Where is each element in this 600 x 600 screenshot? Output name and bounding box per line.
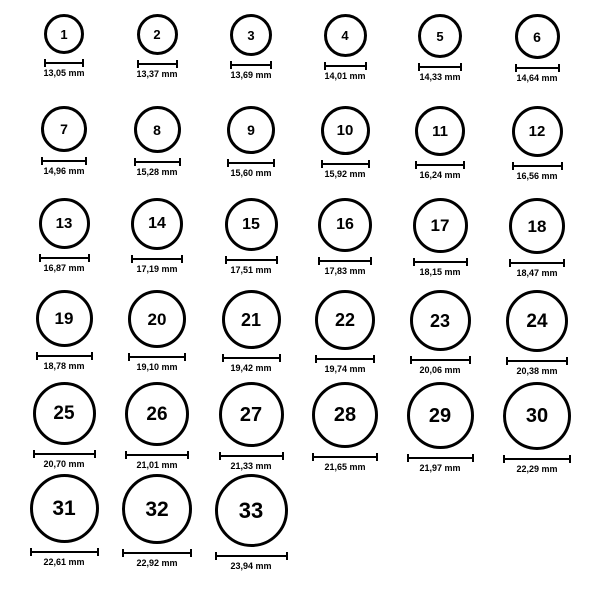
ring-size-label: 32 [145,497,169,521]
ring-circle [222,290,281,349]
ring-diameter-label: 18,15 mm [419,267,461,277]
ring-diameter-label: 21,33 mm [230,461,272,471]
diameter-caliper-icon [137,60,178,68]
ring-diameter-label: 17,83 mm [324,266,366,276]
ring-size-item [215,474,288,571]
diameter-caliper-icon [36,352,93,360]
ring-circle [506,290,568,352]
ring-size-item [413,198,468,277]
ring-size-label: 25 [53,403,75,424]
diameter-caliper-icon [215,552,288,560]
ring-diameter-label: 14,96 mm [43,166,85,176]
ring-size-item [418,14,462,82]
ring-size-item [128,290,186,372]
ring-circle [125,382,189,446]
diameter-caliper-icon [134,158,181,166]
diameter-caliper-icon [418,63,462,71]
diameter-caliper-icon [415,161,465,169]
ring-diameter-label: 14,33 mm [419,72,461,82]
ring-diameter-label: 15,60 mm [230,168,272,178]
diameter-caliper-icon [44,59,84,67]
ring-size-item [410,290,471,375]
ring-circle [33,382,96,445]
ring-diameter-label: 13,05 mm [43,68,85,78]
ring-circle [413,198,468,253]
ring-diameter-label: 22,92 mm [136,558,178,568]
ring-size-item [415,106,465,180]
ring-diameter-label: 18,78 mm [43,361,85,371]
ring-circle [122,474,192,544]
ring-diameter-label: 15,28 mm [136,167,178,177]
ring-size-label: 24 [526,310,548,332]
diameter-caliper-icon [312,453,378,461]
ring-size-item [324,14,367,81]
ring-size-label: 21 [240,309,262,330]
diameter-caliper-icon [225,256,278,264]
ring-size-item [222,290,281,373]
ring-circle [225,198,278,251]
ring-size-item [131,198,183,274]
ring-size-item [134,106,181,177]
ring-circle [407,382,474,449]
diameter-caliper-icon [413,258,468,266]
ring-circle [509,198,565,254]
ring-diameter-label: 19,42 mm [230,363,272,373]
diameter-caliper-icon [41,157,87,165]
ring-diameter-label: 17,19 mm [136,264,178,274]
ring-size-label: 7 [60,121,68,137]
ring-circle [215,474,288,547]
ring-diameter-label: 16,87 mm [43,263,85,273]
ring-size-label: 12 [528,123,546,140]
ring-size-label: 11 [432,122,448,140]
ring-diameter-label: 21,97 mm [419,463,461,473]
ring-size-label: 8 [153,121,161,138]
ring-size-item [515,14,560,83]
ring-diameter-label: 21,65 mm [324,462,366,472]
ring-size-item [321,106,370,179]
ring-size-item [36,290,93,371]
ring-diameter-label: 20,38 mm [516,366,558,376]
ring-size-item [230,14,272,80]
ring-size-item [509,198,565,278]
ring-size-label: 5 [436,28,444,44]
ring-circle [219,382,284,447]
ring-size-item [122,474,192,568]
diameter-caliper-icon [125,451,189,459]
ring-size-item [227,106,275,178]
diameter-caliper-icon [324,62,367,70]
ring-circle [131,198,183,250]
ring-size-label: 20 [147,309,167,329]
ring-circle [418,14,462,58]
ring-diameter-label: 20,70 mm [43,459,85,469]
ring-size-item [512,106,563,181]
diameter-caliper-icon [509,259,565,267]
ring-size-item [225,198,278,275]
ring-size-label: 18 [527,216,547,236]
ring-diameter-label: 23,94 mm [230,561,272,571]
ring-size-label: 17 [430,216,450,235]
ring-size-item [39,198,90,273]
ring-circle [315,290,375,350]
diameter-caliper-icon [506,357,568,365]
ring-size-item [219,382,284,471]
ring-size-label: 9 [247,122,255,138]
ring-circle [44,14,84,54]
ring-circle [324,14,367,57]
ring-circle [41,106,87,152]
diameter-caliper-icon [407,454,474,462]
ring-size-item [137,14,178,79]
ring-size-label: 16 [336,216,354,233]
ring-diameter-label: 19,10 mm [136,362,178,372]
ring-circle [515,14,560,59]
ring-size-item [407,382,474,473]
ring-size-label: 33 [238,497,264,523]
diameter-caliper-icon [410,356,471,364]
ring-size-label: 13 [55,215,73,232]
ring-circle [312,382,378,448]
ring-size-label: 19 [54,309,74,328]
ring-circle [30,474,99,543]
diameter-caliper-icon [318,257,372,265]
ring-diameter-label: 14,64 mm [516,73,558,83]
ring-circle [321,106,370,155]
diameter-caliper-icon [222,354,281,362]
ring-size-label: 2 [153,27,161,42]
ring-circle [36,290,93,347]
ring-diameter-label: 16,24 mm [419,170,461,180]
ring-size-label: 27 [239,403,263,426]
diameter-caliper-icon [230,61,272,69]
ring-size-item [44,14,84,78]
ring-diameter-label: 22,61 mm [43,557,85,567]
ring-size-item [318,198,372,276]
diameter-caliper-icon [39,254,90,262]
ring-circle [134,106,181,153]
ring-circle [128,290,186,348]
ring-circle [503,382,571,450]
ring-size-label: 10 [336,122,354,139]
ring-circle [227,106,275,154]
ring-size-label: 30 [525,405,549,427]
diameter-caliper-icon [321,160,370,168]
ring-size-label: 26 [146,403,168,425]
ring-size-item [312,382,378,472]
ring-circle [230,14,272,56]
ring-size-item [125,382,189,470]
ring-size-label: 31 [52,497,76,520]
ring-diameter-label: 14,01 mm [324,71,366,81]
ring-size-label: 28 [333,404,357,426]
ring-circle [512,106,563,157]
ring-size-item [315,290,375,374]
ring-diameter-label: 17,51 mm [230,265,272,275]
ring-circle [410,290,471,351]
ring-circle [318,198,372,252]
ring-circle [39,198,90,249]
ring-diameter-label: 16,56 mm [516,171,558,181]
diameter-caliper-icon [128,353,186,361]
ring-diameter-label: 18,47 mm [516,268,558,278]
ring-size-label: 1 [60,26,68,42]
diameter-caliper-icon [33,450,96,458]
ring-size-label: 4 [341,28,349,43]
ring-size-label: 6 [533,28,541,45]
diameter-caliper-icon [512,162,563,170]
ring-diameter-label: 13,69 mm [230,70,272,80]
ring-size-item [503,382,571,474]
diameter-caliper-icon [219,452,284,460]
diameter-caliper-icon [131,255,183,263]
ring-size-item [41,106,87,176]
ring-diameter-label: 13,37 mm [136,69,178,79]
diameter-caliper-icon [315,355,375,363]
ring-circle [137,14,178,55]
ring-size-label: 29 [428,404,452,427]
ring-size-label: 22 [334,310,356,330]
diameter-caliper-icon [503,455,571,463]
ring-circle [415,106,465,156]
diameter-caliper-icon [515,64,560,72]
ring-diameter-label: 21,01 mm [136,460,178,470]
ring-size-label: 14 [148,215,166,232]
ring-size-item [30,474,99,567]
ring-diameter-label: 22,29 mm [516,464,558,474]
ring-diameter-label: 19,74 mm [324,364,366,374]
ring-diameter-label: 20,06 mm [419,365,461,375]
ring-size-item [33,382,96,469]
ring-diameter-label: 15,92 mm [324,169,366,179]
diameter-caliper-icon [227,159,275,167]
diameter-caliper-icon [122,549,192,557]
ring-size-label: 3 [247,27,255,43]
ring-size-label: 23 [429,310,451,331]
ring-size-label: 15 [242,215,260,233]
diameter-caliper-icon [30,548,99,556]
ring-size-item [506,290,568,376]
